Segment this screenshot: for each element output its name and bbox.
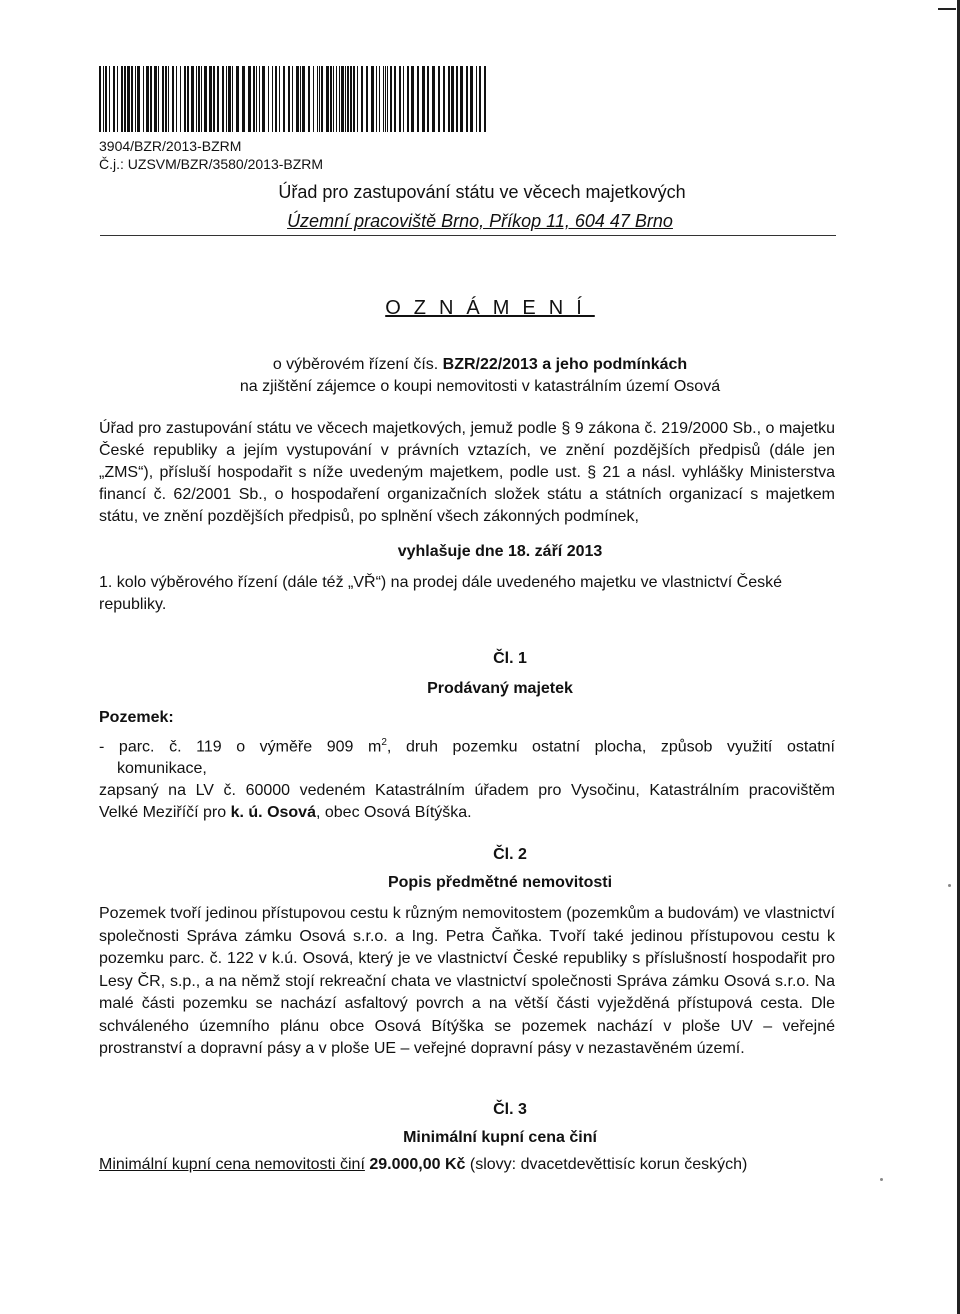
scan-speck: [880, 1178, 883, 1181]
parcel-line-3: zapsaný na LV č. 60000 vedeném Katastrálním úřadem pro Vysočinu, Katastrálním pracovištěm: [99, 782, 835, 800]
barcode-bar: [187, 66, 189, 132]
barcode-bar: [371, 66, 374, 132]
barcode-bar: [201, 66, 202, 132]
barcode-bar: [121, 66, 123, 132]
barcode-bar: [379, 66, 380, 132]
barcode-bar: [353, 66, 355, 132]
barcode-bar: [300, 66, 301, 132]
barcode-bar: [438, 66, 440, 132]
barcode-bar: [385, 66, 386, 132]
barcode-bar: [275, 66, 277, 132]
barcode-bar: [222, 66, 224, 132]
barcode-bar: [226, 66, 227, 132]
barcode-bar: [217, 66, 219, 132]
article-1-number: Čl. 1: [493, 650, 527, 667]
registry-text: Velké Meziříčí pro: [99, 804, 231, 822]
barcode-bar: [317, 66, 318, 132]
barcode-bar: [105, 66, 107, 132]
office-name: Úřad pro zastupování státu ve věcech majetkových: [278, 182, 686, 202]
file-number: Č.j.: UZSVM/BZR/3580/2013-BZRM: [99, 156, 324, 172]
header-divider: [100, 235, 836, 236]
barcode-bar: [196, 66, 197, 132]
barcode-bar: [103, 66, 104, 132]
barcode-bar: [470, 66, 473, 132]
barcode-bar: [191, 66, 194, 132]
barcode-bar: [383, 66, 384, 132]
barcode: [99, 66, 488, 132]
barcode-bar: [350, 66, 352, 132]
barcode-bar: [131, 66, 133, 132]
barcode-bar: [259, 66, 260, 132]
barcode-bar: [213, 66, 215, 132]
barcode-bar: [432, 66, 435, 132]
barcode-bar: [109, 66, 110, 132]
barcode-bar: [272, 66, 273, 132]
barcode-bar: [150, 66, 152, 132]
barcode-bar: [451, 66, 454, 132]
barcode-bar: [154, 66, 157, 132]
barcode-bar: [172, 66, 174, 132]
property-label: Pozemek:: [99, 709, 174, 726]
barcode-bar: [198, 66, 200, 132]
barcode-bar: [376, 66, 377, 132]
intro-paragraph: Úřad pro zastupování státu ve věcech majetkových, jemuž podle § 9 zákona č. 219/2000 Sb., o majetku České republiky a jejím vystupování v právních vztazích, ve znění pozdějších předpisů (dále jen „ZMS“), přísluší hospodařit s níže uvedeným majetkem, podle ust. § 21 a násl. vyhlášky Ministerstva financí č. 62/2001 Sb., o hospodaření organizačních složek státu a státních organizací s majetkem státu, ve znění pozdějších předpisů, po splnění všech zákonných podmínek,: [99, 420, 835, 525]
barcode-bar: [209, 66, 212, 132]
barcode-bar: [443, 66, 445, 132]
barcode-bar: [158, 66, 159, 132]
barcode-bar: [321, 66, 323, 132]
barcode-bar: [399, 66, 401, 132]
parcel-text: - parc. č. 119 o výměře 909 m: [99, 738, 382, 756]
barcode-bar: [232, 66, 233, 132]
barcode-bar: [146, 66, 149, 132]
barcode-bar: [302, 66, 305, 132]
price-amount: 29.000,00 Kč: [369, 1156, 466, 1173]
barcode-bar: [345, 66, 346, 132]
barcode-bar: [180, 66, 181, 132]
barcode-bar: [448, 66, 450, 132]
barcode-bar: [466, 66, 468, 132]
barcode-bar: [99, 66, 101, 132]
barcode-bar: [407, 66, 409, 132]
subtitle-text: o výběrovém řízení čís.: [272, 356, 443, 373]
barcode-bar: [308, 66, 310, 132]
barcode-bar: [361, 66, 363, 132]
minimum-price: [99, 1156, 859, 1174]
barcode-bar: [476, 66, 477, 132]
barcode-bar: [162, 66, 164, 132]
parcel-line-4: [99, 802, 835, 824]
municipality-text: , obec Osová Bítýška.: [315, 804, 472, 822]
barcode-bar: [313, 66, 314, 132]
subtitle-reference: BZR/22/2013 a jeho podmínkách: [442, 356, 688, 373]
price-lead: Minimální kupní cena nemovitosti činí: [99, 1156, 365, 1173]
article-3-title: Minimální kupní cena činí: [403, 1129, 597, 1146]
barcode-bar: [165, 66, 167, 132]
property-details: [99, 732, 835, 824]
reference-number: 3904/BZR/2013-BZRM: [99, 138, 242, 154]
property-description: Pozemek tvoří jedinou přístupovou cestu k různým nemovitostem (pozemkům a budovám) ve vlastnictví společnosti Správa zámku Osová s.r.o. a Ing. Petra Čaňka. Tvoří také jedinou přístupovou cestu k pozemku parc. č. 122 v k.ú. Osová, který je ve vlastnictví České republiky s příslušností hospodařit pro Lesy ČR, s.p., a na němž stojí rekreační chata ve vlastnictví společnosti Správa zámku Osová s.r.o. Na malé části pozemku se nachází asfaltový povrch a na větší části vyježděná přístupová cesta. Dle schváleného územního plánu obce Osová Bítýška se pozemek nachází v ploše UV – veřejné prostranství a dopravní pásy a v ploše UE – veřejné dopravní pásy v nezastavěném území.: [99, 905, 835, 1057]
barcode-bar: [256, 66, 257, 132]
barcode-bar: [394, 66, 396, 132]
barcode-bar: [242, 66, 245, 132]
article-2-title: Popis předmětné nemovitosti: [387, 874, 613, 891]
barcode-bar: [262, 66, 265, 132]
barcode-bar: [176, 66, 177, 132]
barcode-bar: [137, 66, 140, 132]
barcode-bar: [135, 66, 136, 132]
parcel-text-cont: , druh pozemku ostatní plocha, způsob využití ostatní: [386, 738, 835, 756]
article-1-title: Prodávaný majetek: [427, 680, 573, 697]
scan-speck: [948, 884, 951, 887]
barcode-bar: [127, 66, 130, 132]
barcode-bar: [347, 66, 349, 132]
barcode-bar: [326, 66, 329, 132]
barcode-bar: [339, 66, 340, 132]
barcode-bar: [387, 66, 388, 132]
barcode-bar: [341, 66, 344, 132]
barcode-bar: [124, 66, 126, 132]
barcode-bar: [228, 66, 231, 132]
branch-address: Územní pracoviště Brno, Příkop 11, 604 47 Brno: [287, 211, 673, 231]
subtitle-line-2: na zjištění zájemce o koupi nemovitosti v katastrálním území Osová: [239, 378, 721, 395]
barcode-bar: [403, 66, 404, 132]
barcode-bar: [357, 66, 358, 132]
round-paragraph: 1. kolo výběrového řízení (dále též „VŘ“) na prodej dále uvedeného majetku ve vlastnictví České republiky.: [99, 574, 783, 613]
barcode-bar: [484, 66, 486, 132]
parcel-line-2: komunikace,: [117, 760, 207, 778]
barcode-bar: [456, 66, 458, 132]
barcode-bar: [411, 66, 414, 132]
barcode-bar: [283, 66, 285, 132]
barcode-bar: [279, 66, 280, 132]
price-in-words: (slovy: dvacetdevěttisíc korun českých): [469, 1156, 748, 1173]
scan-mark: [938, 8, 956, 10]
barcode-bar: [292, 66, 293, 132]
barcode-bar: [390, 66, 392, 132]
barcode-bar: [143, 66, 144, 132]
barcode-bar: [422, 66, 425, 132]
barcode-bar: [204, 66, 207, 132]
barcode-bar: [319, 66, 320, 132]
barcode-bar: [184, 66, 186, 132]
barcode-bar: [253, 66, 255, 132]
cadastral-area: k. ú. Osová: [230, 804, 316, 822]
area-unit-exponent: 2: [381, 737, 387, 748]
barcode-bar: [113, 66, 115, 132]
barcode-bar: [330, 66, 332, 132]
barcode-bar: [427, 66, 429, 132]
barcode-bar: [168, 66, 169, 132]
barcode-bar: [288, 66, 290, 132]
article-3-number: Čl. 3: [493, 1101, 527, 1118]
document-title: OZNÁMENÍ: [385, 297, 595, 319]
barcode-bar: [336, 66, 337, 132]
parcel-line-1: [99, 732, 835, 758]
subtitle-line-1: [0, 356, 960, 374]
barcode-bar: [366, 66, 368, 132]
announcement-date: vyhlašuje dne 18. září 2013: [397, 543, 603, 560]
barcode-bar: [296, 66, 299, 132]
article-2-number: Čl. 2: [493, 846, 527, 863]
barcode-bar: [268, 66, 269, 132]
barcode-bar: [236, 66, 239, 132]
barcode-bar: [117, 66, 118, 132]
barcode-bar: [479, 66, 481, 132]
barcode-bar: [417, 66, 419, 132]
barcode-bar: [333, 66, 334, 132]
barcode-bar: [248, 66, 251, 132]
barcode-bar: [460, 66, 463, 132]
